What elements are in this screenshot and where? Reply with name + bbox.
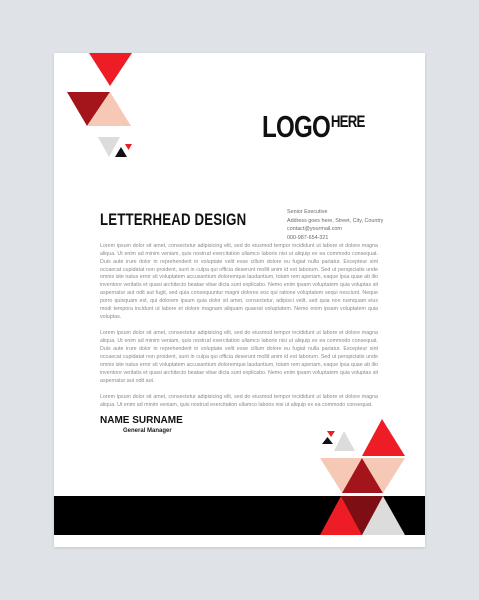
- contact-address: Address goes here, Street, City, Country: [287, 217, 384, 224]
- letterhead-page: [54, 53, 425, 547]
- triangle-top-red: [89, 53, 132, 86]
- body-paragraph: Lorem ipsum dolor sit amet, consectetur adipisicing elit, sed do eiusmod tempor incididunt ut labore et dolore magna aliqua. Ut enim ad minim veniam, quis nostrud exercitation ullamco laboris nisi ut aliquip ex ea commodo consequat. Duis aute irure dolor in reprehenderit in voluptate velit esse cillum dolore eu fugiat nulla pariatur. Excepteur sint occaecat cupidatat non proident, sunt in culpa qui officia deserunt mollit anim id est laborum. Sed ut perspiciatis unde omnis iste natus error sit voluptatem accusantium doloremque laudantium, totam rem aperiam, eaque ipsa quae ab illo inventore veritatis et quasi architecto beatae vitae dicta sunt explicabo. Nemo enim ipsam voluptatem quia voluptas sit aspernatur aut odit aut fugit, sed quia consequuntur magni dolores eos qui ratione voluptatem sequi nesciunt. Neque porro quisquam est, qui dolorem ipsum quia dolor sit amet, consectetur, adipisci velit, sed quia non numquam eius modi tempora incidunt ut labore et dolore magnam aliquam quaerat voluptatem. Nemo enim ipsam voluptatem quia voluptas.: [100, 243, 378, 320]
- company-logo: [262, 111, 365, 143]
- triangle-red-tiny-bottom: [327, 431, 335, 437]
- triangle-black-small-bottom: [322, 437, 333, 444]
- contact-phone: 000-987-654-321: [287, 234, 329, 241]
- contact-role: Senior Executive: [287, 209, 328, 215]
- triangle-gray-small: [98, 137, 120, 157]
- contact-block: [287, 208, 417, 242]
- triangle-red-tiny: [125, 144, 132, 150]
- triangle-black-small: [115, 147, 127, 157]
- contact-email: contact@yourmail.com: [287, 226, 342, 233]
- signer-title: General Manager: [123, 428, 172, 434]
- triangle-gray-bottom: [334, 431, 355, 451]
- body-paragraph: Lorem ipsum dolor sit amet, consectetur adipisicing elit, sed do eiusmod tempor incididunt ut labore et dolore magna aliqua. Ut enim ad minim veniam, quis nostrud exercitation ullamco laboris nisi ut aliquip ex ea commodo consequat.: [100, 394, 378, 409]
- document-title: LETTERHEAD DESIGN: [100, 210, 247, 229]
- logo-main-text: LOGO: [262, 109, 331, 144]
- signer-name: NAME SURNAME: [100, 415, 183, 426]
- logo-superscript-text: HERE: [330, 112, 365, 131]
- body-paragraph: Lorem ipsum dolor sit amet, consectetur adipisicing elit, sed do eiusmod tempor incididunt ut labore et dolore magna aliqua. Ut enim ad minim veniam, quis nostrud exercitation ullamco laboris nisi ut aliquip ex ea commodo consequat. Duis aute irure dolor in reprehenderit in voluptate velit esse cillum dolore eu fugiat nulla pariatur. Excepteur sint occaecat cupidatat non proident, sunt in culpa qui officia deserunt mollit anim id est laborum. Sed ut perspiciatis unde omnis iste natus error sit voluptatem accusantium doloremque laudantium, totam rem aperiam, eaque ipsa quae ab illo inventore veritatis et quasi architecto beatae vitae dicta sunt explicabo. Nemo enim ipsam voluptatem quia voluptas sit aspernatur aut odit aut.: [100, 330, 378, 384]
- triangle-red-large-bottom: [362, 419, 405, 456]
- letter-body: [100, 243, 378, 419]
